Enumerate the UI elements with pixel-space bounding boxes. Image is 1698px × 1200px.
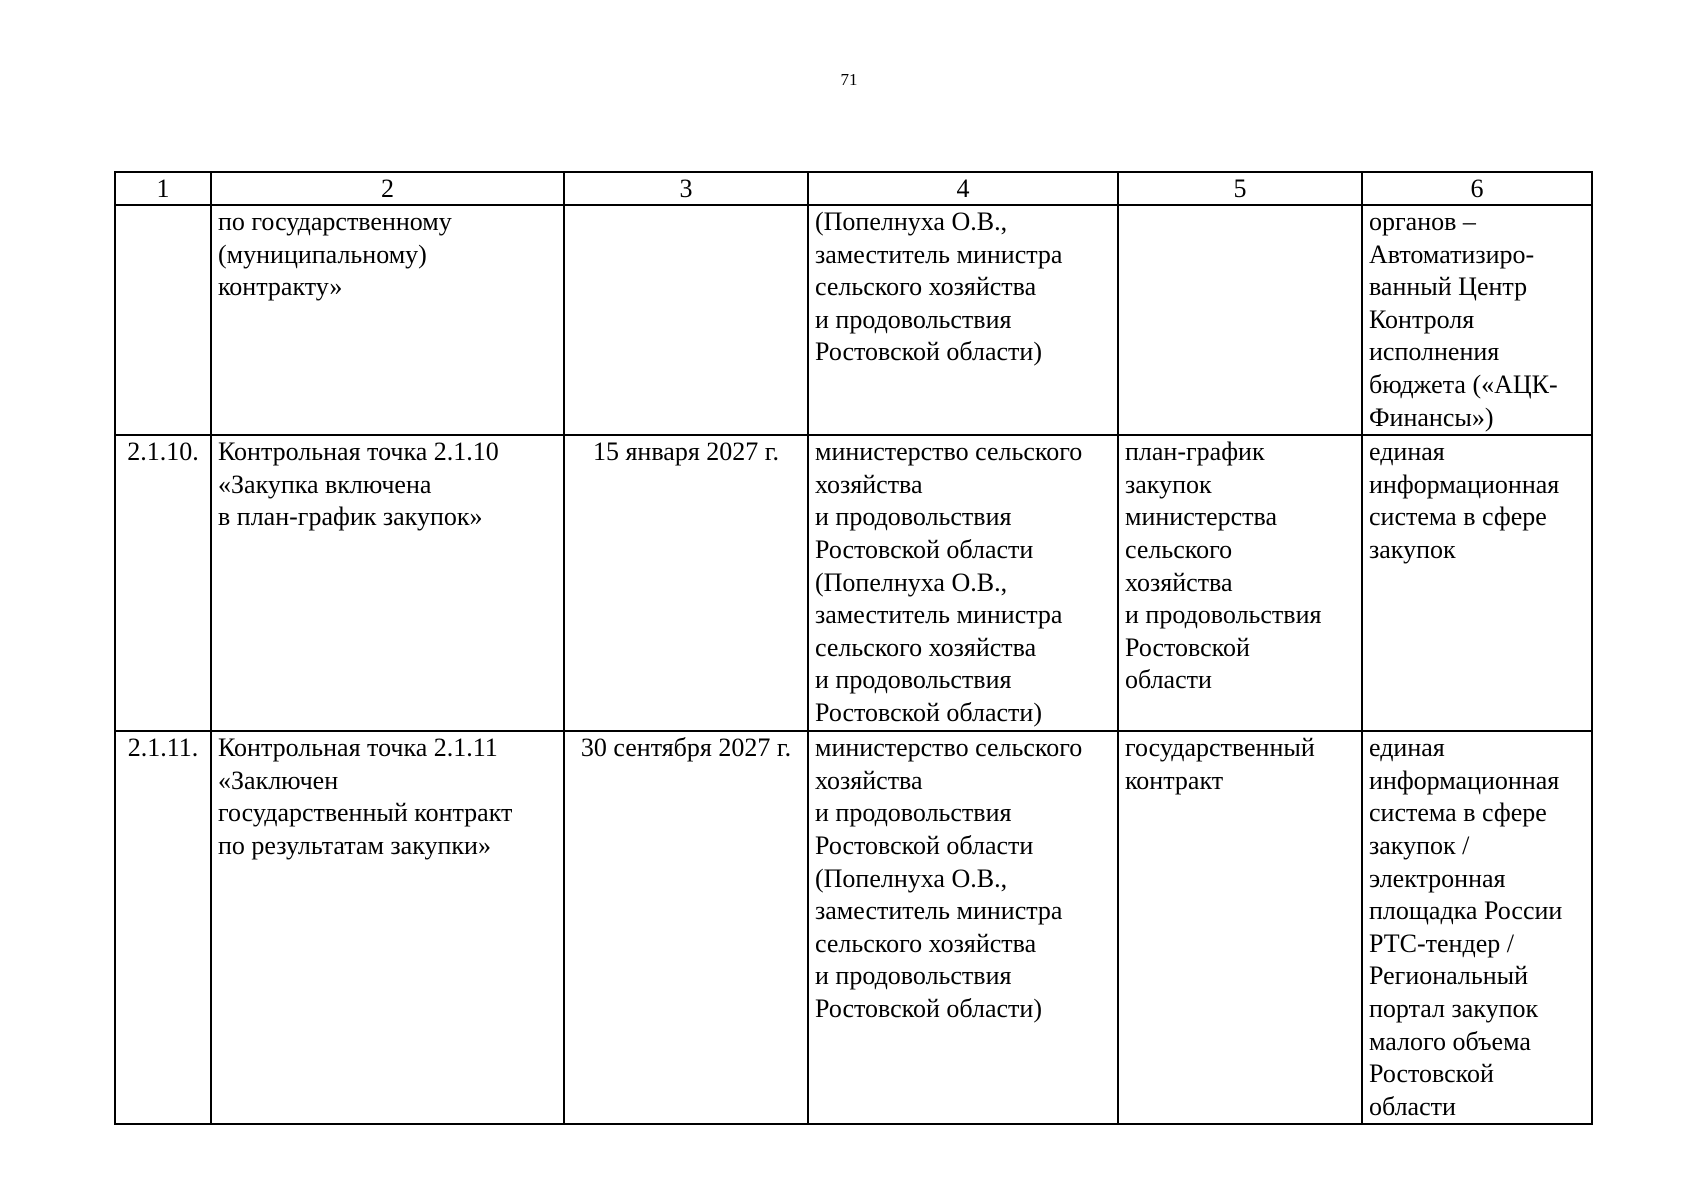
column-header: 5 <box>1118 172 1362 205</box>
responsible-cell: министерство сельского хозяйства и продовольствия Ростовской области (Попелнуха О.В., заместитель министра сельского хозяйства и продовольствия Ростовской области) <box>808 731 1118 1124</box>
document-cell <box>1118 205 1362 435</box>
column-header: 1 <box>115 172 211 205</box>
column-header: 2 <box>211 172 564 205</box>
column-header: 3 <box>564 172 808 205</box>
row-number-cell <box>115 205 211 435</box>
deadline-cell: 30 сентября 2027 г. <box>564 731 808 1124</box>
column-header: 6 <box>1362 172 1592 205</box>
deadline-cell <box>564 205 808 435</box>
information-system-cell: единая информационная система в сфере закупок / электронная площадка России РТС-тендер / Региональный портал закупок малого объема Ростовской области <box>1362 731 1592 1124</box>
control-points-table <box>114 171 1593 1125</box>
row-number-cell: 2.1.11. <box>115 731 211 1124</box>
control-point-name-cell: Контрольная точка 2.1.10 «Закупка включена в план-график закупок» <box>211 435 564 731</box>
responsible-cell: (Попелнуха О.В., заместитель министра сельского хозяйства и продовольствия Ростовской области) <box>808 205 1118 435</box>
control-point-name-cell: Контрольная точка 2.1.11 «Заключен государственный контракт по результатам закупки» <box>211 731 564 1124</box>
information-system-cell: органов – Автоматизиро- ванный Центр Контроля исполнения бюджета («АЦК- Финансы») <box>1362 205 1592 435</box>
row-number-cell: 2.1.10. <box>115 435 211 731</box>
document-cell: план-график закупок министерства сельского хозяйства и продовольствия Ростовской области <box>1118 435 1362 731</box>
header-row <box>115 172 1592 205</box>
information-system-cell: единая информационная система в сфере закупок <box>1362 435 1592 731</box>
table-row <box>115 205 1592 435</box>
document-cell: государственный контракт <box>1118 731 1362 1124</box>
responsible-cell: министерство сельского хозяйства и продовольствия Ростовской области (Попелнуха О.В., заместитель министра сельского хозяйства и продовольствия Ростовской области) <box>808 435 1118 731</box>
table-row <box>115 731 1592 1124</box>
control-point-name-cell: по государственному (муниципальному) контракту» <box>211 205 564 435</box>
table-row <box>115 435 1592 731</box>
column-header: 4 <box>808 172 1118 205</box>
deadline-cell: 15 января 2027 г. <box>564 435 808 731</box>
page-number: 71 <box>840 70 858 89</box>
